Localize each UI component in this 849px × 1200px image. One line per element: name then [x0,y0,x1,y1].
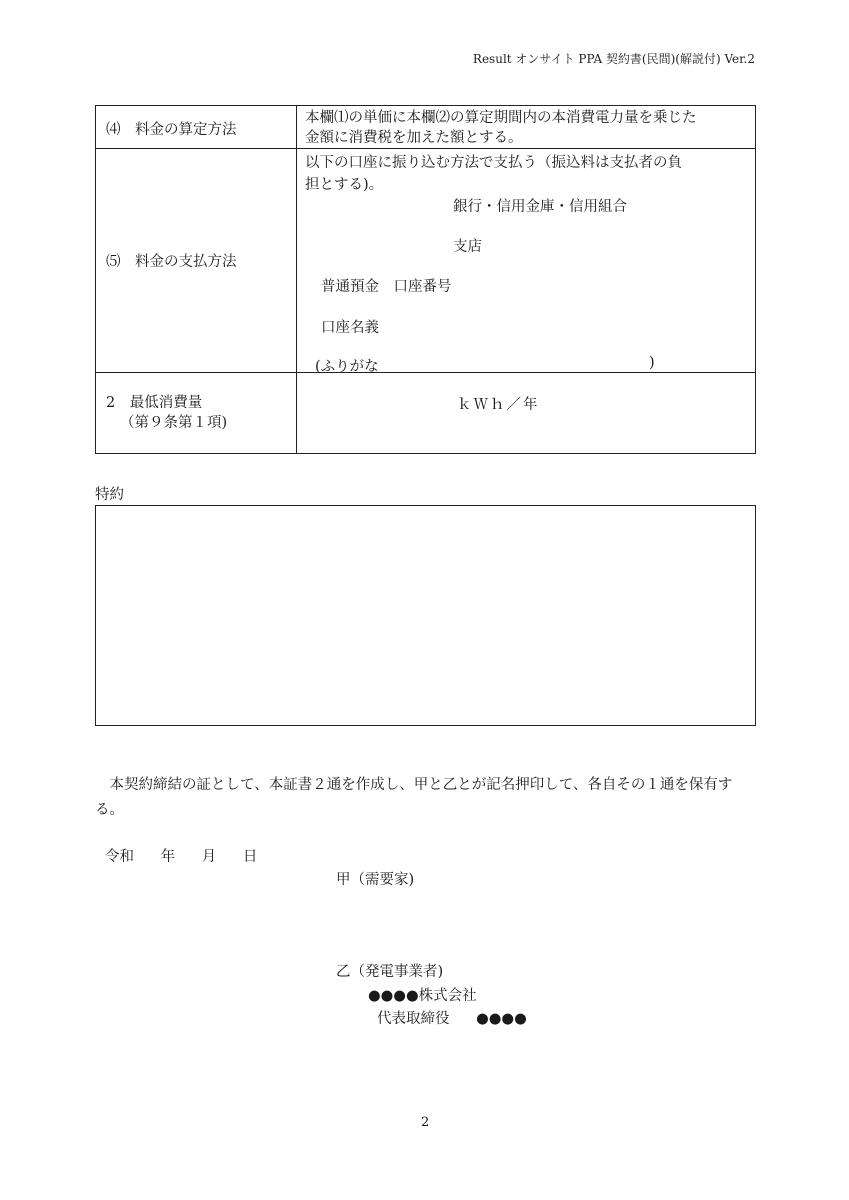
date-month: 月 [201,849,217,865]
account-number-field: 普通預金 口座番号 [321,279,452,295]
representative-title: 代表取締役 [377,1011,450,1027]
contract-table [95,105,756,454]
payment-method-text-1: 以下の口座に振り込む方法で支払う（振込料は支払者の負 [305,155,682,171]
table-row-payment-method [96,149,756,373]
special-terms-box [95,505,756,726]
representative-name: ●●●● [476,1011,527,1027]
closing-statement: 本契約締結の証として、本証書２通を作成し、甲と乙とが記名押印して、各自その１通を保有する。 [95,777,733,818]
fee-calculation-label: ⑷ 料金の算定方法 [106,122,237,138]
minimum-consumption-label: 2 最低消費量 [106,395,203,411]
party-b-company: ●●●●株式会社 [368,988,477,1004]
fee-calculation-text-2: 金額に消費税を加えた額とする。 [305,130,523,146]
furigana-open: (ふりがな [315,359,379,375]
payment-method-text-2: 担とする)。 [305,177,384,193]
signing-date [105,845,279,866]
fee-calculation-text-1: 本欄⑴の単価に本欄⑵の算定期間内の本消費電力量を乗じた [305,110,697,126]
minimum-consumption-unit: ｋＷｈ／年 [457,397,540,413]
page-number: 2 [421,1115,430,1130]
payment-method-label: ⑸ 料金の支払方法 [106,254,237,270]
party-b-representative [377,1007,527,1028]
date-day: 日 [242,849,258,865]
table-row-minimum-consumption [96,373,756,454]
party-a-label: 甲（需要家) [336,872,415,888]
branch-field: 支店 [453,239,482,255]
date-year: 年 [160,849,176,865]
account-holder-field: 口座名義 [321,320,379,336]
document-header: Result オンサイト PPA 契約書(民間)(解説付) Ver.2 [472,52,755,66]
date-era: 令和 [105,849,134,865]
furigana-close: ) [649,355,655,371]
party-b-label: 乙（発電事業者) [336,964,444,980]
minimum-consumption-reference: （第９条第１項) [120,415,228,431]
special-terms-label: 特約 [95,487,124,503]
bank-field: 銀行・信用金庫・信用組合 [453,199,627,215]
table-row-fee-calculation [96,106,756,149]
